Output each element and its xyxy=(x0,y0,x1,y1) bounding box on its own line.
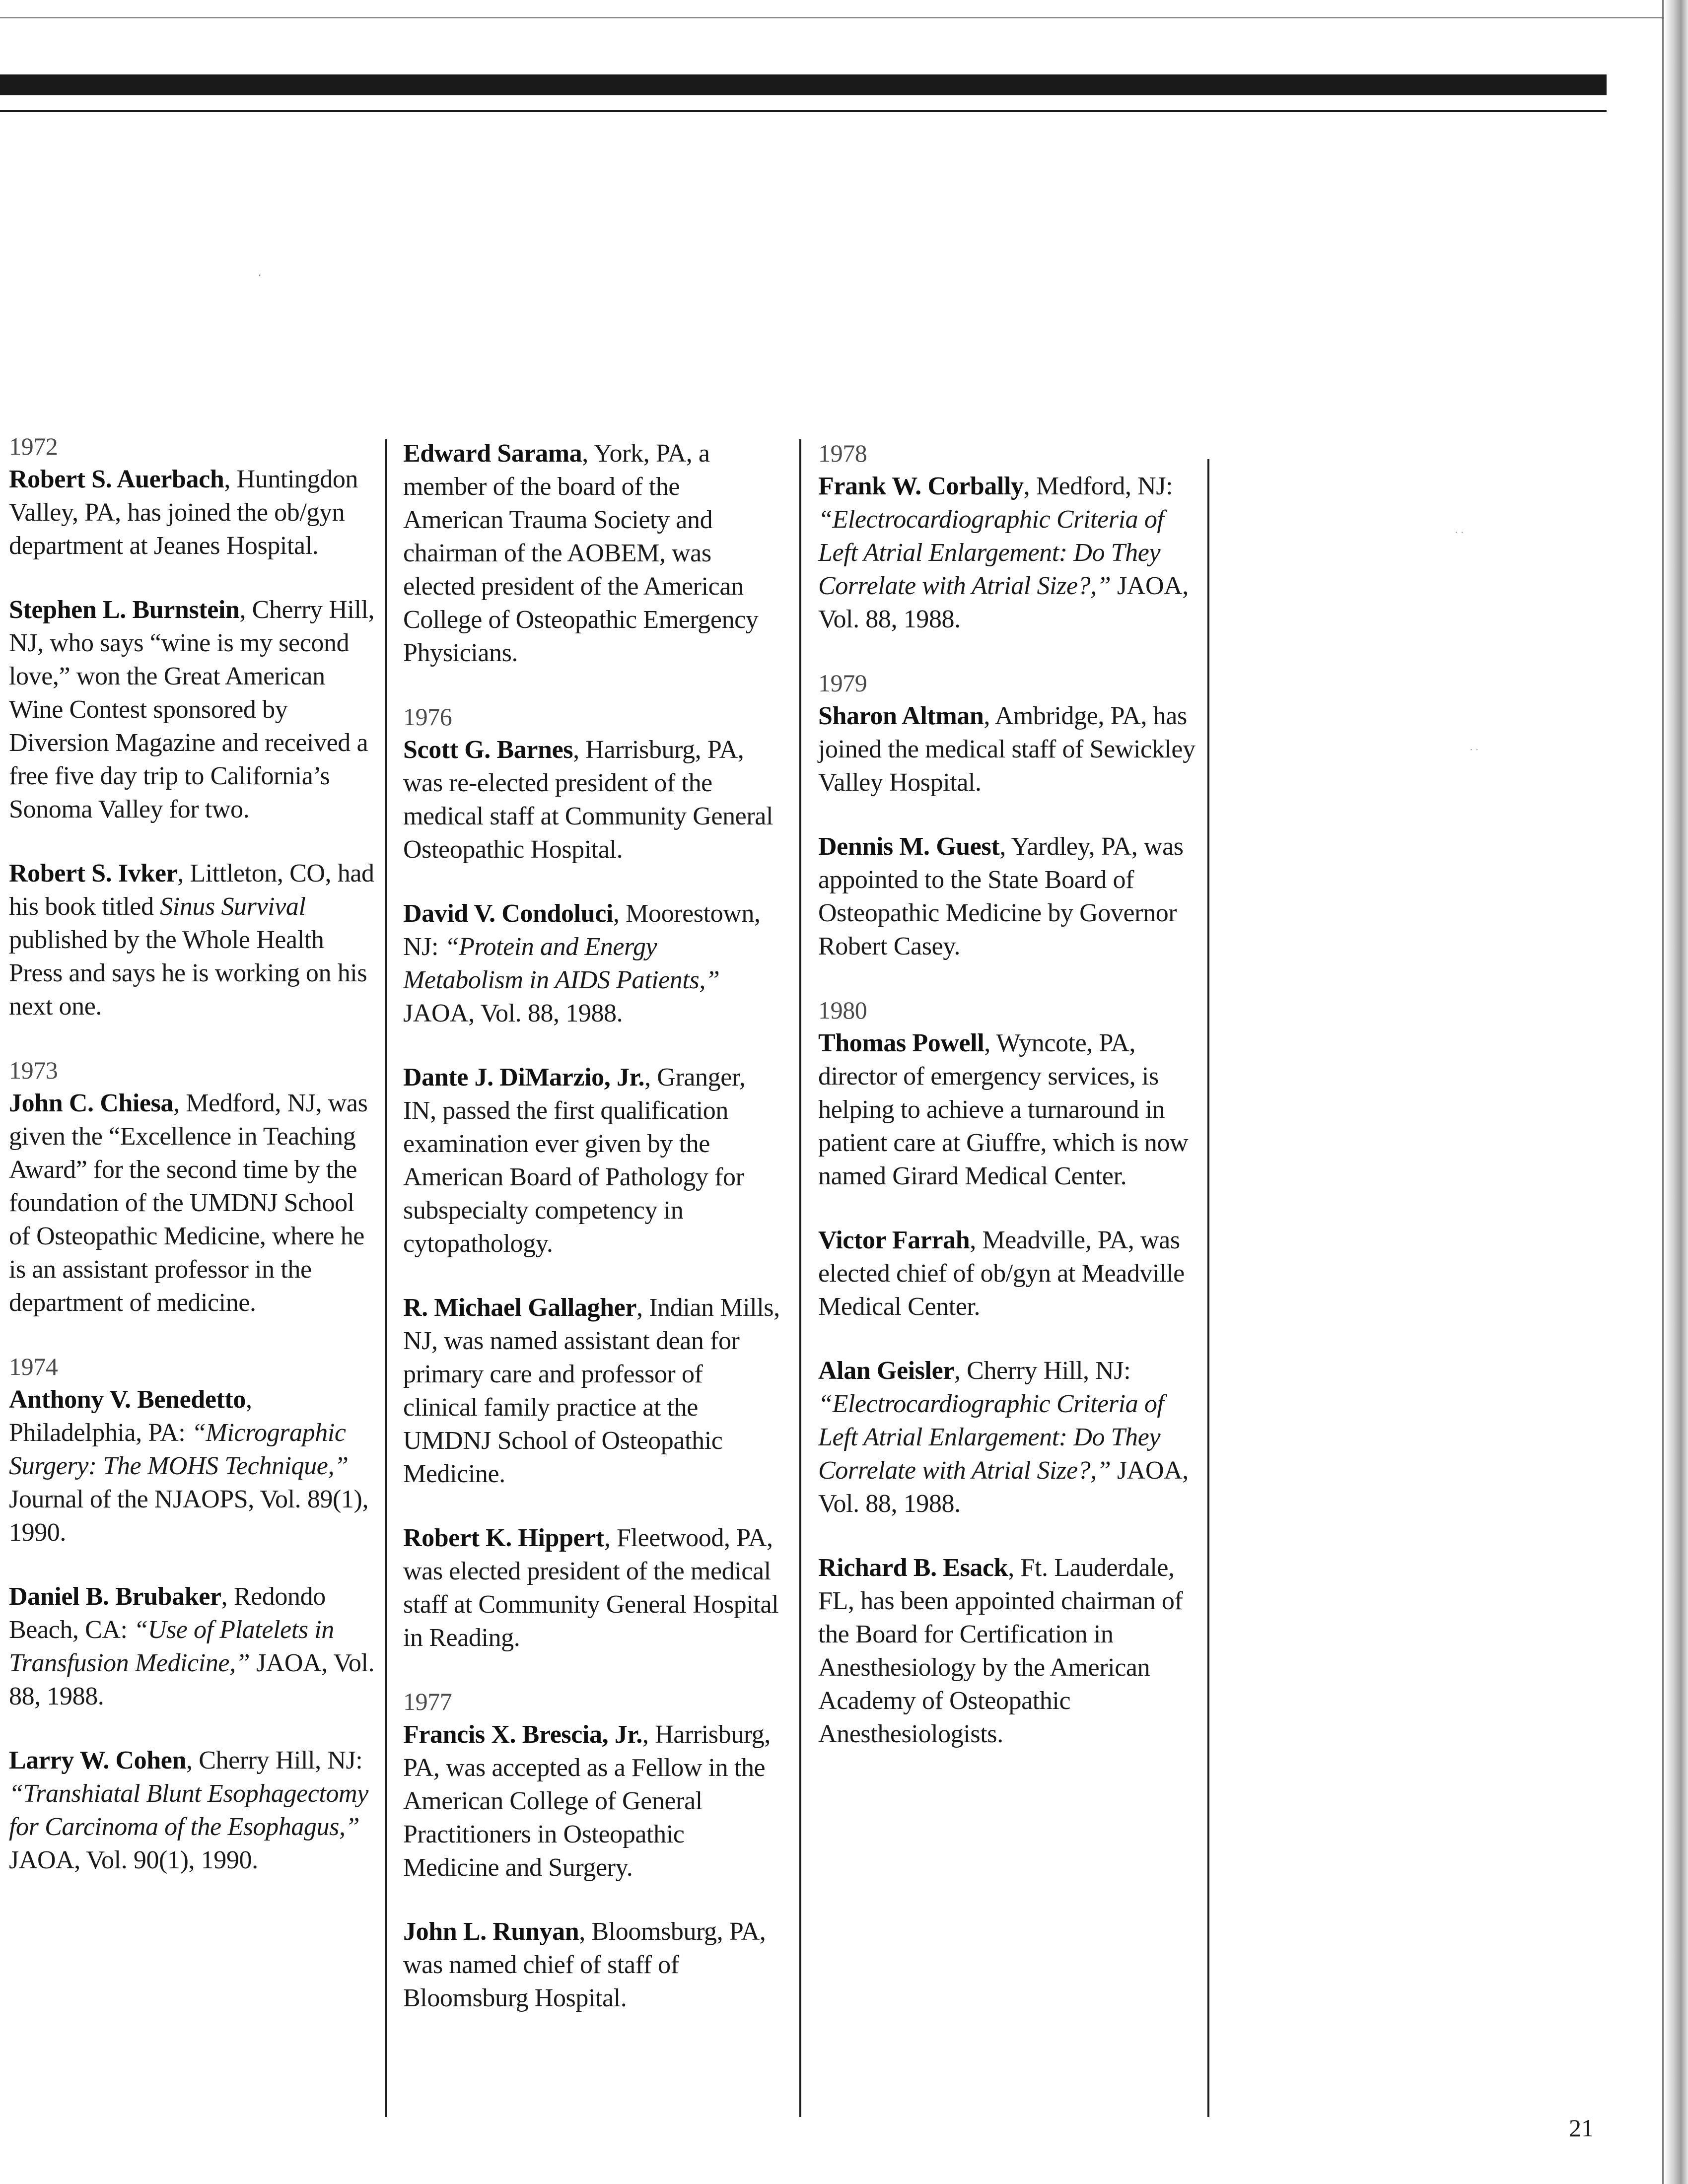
year-section xyxy=(9,1054,376,1319)
entry-punct: , xyxy=(604,1524,611,1552)
entry-text: Huntingdon Valley, PA, has joined the ob/gyn department at Jeanes Hospital. xyxy=(9,465,358,560)
year-section xyxy=(818,667,1196,963)
entry-title: Sinus Survival xyxy=(160,892,306,921)
speck-2: · · xyxy=(1455,527,1464,538)
header-rule-thin xyxy=(0,110,1607,112)
entry-text: Philadelphia, PA: xyxy=(9,1419,192,1447)
alumni-name: Alan Geisler xyxy=(818,1357,954,1385)
speck-1: ‘ xyxy=(258,272,262,283)
alumni-entry xyxy=(403,1718,780,1884)
year-heading: 1974 xyxy=(9,1353,58,1380)
entry-punct: , xyxy=(1023,472,1030,500)
alumni-entry xyxy=(9,857,376,1023)
entry-text: Moorestown, NJ: xyxy=(403,899,761,961)
alumni-entry xyxy=(9,1383,376,1549)
alumni-entry xyxy=(818,1224,1196,1323)
top-edge-line xyxy=(0,17,1668,18)
entry-citation: published by the Whole Health Press and says he is working on his next one. xyxy=(9,926,367,1021)
entry-citation: JAOA, Vol. 90(1), 1990. xyxy=(9,1846,258,1874)
entry-text: Ambridge, PA, has joined the medical staff of Sewickley Valley Hospital. xyxy=(818,702,1196,797)
entry-punct: , xyxy=(642,1720,649,1749)
alumni-name: John L. Runyan xyxy=(403,1917,579,1946)
page-number: 21 xyxy=(1569,2114,1594,2142)
entry-text: Wyncote, PA, director of emergency services, is helping to achieve a turnaround in patient care at Giuffre, which is now named Girard Medical Center. xyxy=(818,1029,1189,1190)
entry-text: Indian Mills, NJ, was named assistant dean for primary care and professor of clinical family practice at the UMDNJ School of Osteopathic Medicine. xyxy=(403,1294,780,1488)
alumni-name: Robert K. Hippert xyxy=(403,1524,604,1552)
entry-citation: JAOA, Vol. 88, 1988. xyxy=(403,999,623,1027)
entry-text: Medford, NJ: xyxy=(1030,472,1173,500)
alumni-name: Anthony V. Benedetto xyxy=(9,1385,246,1414)
entry-text: Yardley, PA, was appointed to the State Board of Osteopathic Medicine by Governor Robert Casey. xyxy=(818,832,1184,960)
alumni-name: Robert S. Ivker xyxy=(9,859,178,887)
speck-3: · · xyxy=(1470,745,1479,755)
alumni-name: Francis X. Brescia, Jr. xyxy=(403,1720,642,1749)
entry-text: Bloomsburg, PA, was named chief of staff of Bloomsburg Hospital. xyxy=(403,1917,766,2012)
alumni-name: Dante J. DiMarzio, Jr. xyxy=(403,1063,645,1092)
entry-punct: , xyxy=(999,832,1006,861)
entry-punct: , xyxy=(636,1294,643,1322)
entry-punct: , xyxy=(245,1385,252,1414)
alumni-entry xyxy=(403,897,780,1030)
alumni-name: John C. Chiesa xyxy=(9,1089,174,1117)
entry-text: Cherry Hill, NJ, who says “wine is my second love,” won the Great American Wine Contest sponsored by Diversion Magazine and received a free five day trip to California’s Sonoma Valley for two. xyxy=(9,596,375,823)
year-heading: 1980 xyxy=(818,996,867,1024)
header-rule-thick xyxy=(0,74,1607,95)
entry-punct: , xyxy=(984,702,990,730)
entry-punct: , xyxy=(177,859,184,887)
alumni-entry xyxy=(818,1354,1196,1520)
column-2 xyxy=(403,437,780,2046)
alumni-name: Daniel B. Brubaker xyxy=(9,1582,221,1611)
year-heading: 1972 xyxy=(9,432,58,460)
alumni-entry xyxy=(818,699,1196,799)
alumni-name: Richard B. Esack xyxy=(818,1554,1008,1582)
year-heading: 1979 xyxy=(818,669,867,697)
alumni-entry xyxy=(403,437,780,670)
alumni-name: Larry W. Cohen xyxy=(9,1746,187,1774)
alumni-entry xyxy=(403,1061,780,1260)
alumni-name: Dennis M. Guest xyxy=(818,832,1000,861)
year-heading: 1973 xyxy=(9,1056,58,1084)
entry-text: Cherry Hill, NJ: xyxy=(192,1746,363,1774)
year-section xyxy=(9,1350,376,1877)
alumni-name: Victor Farrah xyxy=(818,1226,970,1254)
entry-title: “Use of Platelets in Transfusion Medicine,” xyxy=(9,1616,334,1677)
year-section xyxy=(818,437,1196,636)
entry-punct: , xyxy=(970,1226,976,1254)
entry-punct: , xyxy=(573,736,579,764)
alumni-name: R. Michael Gallagher xyxy=(403,1294,637,1322)
alumni-entry xyxy=(403,733,780,866)
entry-title: “Electrocardiographic Criteria of Left Atrial Enlargement: Do They Correlate with Atrial Size?,” xyxy=(818,1390,1164,1485)
entry-punct: , xyxy=(579,1917,585,1946)
alumni-entry xyxy=(9,593,376,826)
alumni-name: Sharon Altman xyxy=(818,702,984,730)
entry-text: Ft. Lauderdale, FL, has been appointed chairman of the Board for Certification in Anesthesiology by the American Academy of Osteopathic Anesthesiologists. xyxy=(818,1554,1183,1748)
entry-citation: JAOA, Vol. 88, 1988. xyxy=(818,1456,1189,1518)
alumni-entry xyxy=(9,1087,376,1319)
entry-text: Granger, IN, passed the first qualification examination ever given by the American Board of Pathology for subspecialty competency in cytopathology. xyxy=(403,1063,746,1258)
year-section xyxy=(403,437,780,670)
alumni-entry xyxy=(9,1744,376,1877)
entry-title: “Protein and Energy Metabolism in AIDS Patients,” xyxy=(403,933,720,994)
column-rule-left xyxy=(385,439,387,2117)
entry-text: Littleton, CO, had his book titled xyxy=(9,859,374,921)
entry-punct: , xyxy=(582,439,588,468)
page-edge-shadow xyxy=(1664,0,1688,2184)
year-section xyxy=(403,1685,780,2015)
column-1 xyxy=(9,430,376,1908)
entry-punct: , xyxy=(1008,1554,1014,1582)
alumni-entry xyxy=(818,1551,1196,1751)
alumni-entry xyxy=(9,463,376,562)
alumni-name: Robert S. Auerbach xyxy=(9,465,224,493)
entry-text: Fleetwood, PA, was elected president of the medical staff at Community General Hospital in Reading. xyxy=(403,1524,779,1652)
entry-text: Redondo Beach, CA: xyxy=(9,1582,326,1644)
entry-citation: JAOA, Vol. 88, 1988. xyxy=(9,1649,375,1710)
entry-text: Cherry Hill, NJ: xyxy=(960,1357,1131,1385)
year-heading: 1976 xyxy=(403,703,452,731)
alumni-entry xyxy=(403,1915,780,2015)
year-section xyxy=(818,994,1196,1751)
entry-punct: , xyxy=(186,1746,193,1774)
alumni-entry xyxy=(9,1580,376,1713)
entry-punct: , xyxy=(224,465,230,493)
alumni-name: Frank W. Corbally xyxy=(818,472,1024,500)
entry-title: “Electrocardiographic Criteria of Left Atrial Enlargement: Do They Correlate with Atrial Size?,” xyxy=(818,505,1164,600)
alumni-entry xyxy=(403,1291,780,1491)
year-section xyxy=(403,700,780,1654)
column-rule-middle xyxy=(799,439,801,2117)
alumni-name: Thomas Powell xyxy=(818,1029,985,1057)
entry-title: “Micrographic Surgery: The MOHS Technique,” xyxy=(9,1419,349,1480)
entry-text: Medford, NJ, was given the “Excellence in Teaching Award” for the second time by the foundation of the UMDNJ School of Osteopathic Medicine, where he is an assistant professor in the department of medicine. xyxy=(9,1089,368,1317)
alumni-name: Stephen L. Burnstein xyxy=(9,596,240,624)
column-rule-right xyxy=(1207,459,1209,2117)
year-heading: 1978 xyxy=(818,439,867,467)
alumni-name: Scott G. Barnes xyxy=(403,736,573,764)
entry-text: Harrisburg, PA, was re-elected president of the medical staff at Community General Osteopathic Hospital. xyxy=(403,736,773,864)
entry-text: York, PA, a member of the board of the American Trauma Society and chairman of the AOBEM, was elected president of the American College of Osteopathic Emergency Physicians. xyxy=(403,439,759,667)
alumni-name: Edward Sarama xyxy=(403,439,582,468)
entry-title: “Transhiatal Blunt Esophagectomy for Carcinoma of the Esophagus,” xyxy=(9,1779,368,1841)
entry-citation: JAOA, Vol. 88, 1988. xyxy=(818,572,1189,633)
alumni-entry xyxy=(818,1026,1196,1193)
entry-punct: , xyxy=(954,1357,961,1385)
entry-citation: Journal of the NJAOPS, Vol. 89(1), 1990. xyxy=(9,1485,369,1547)
year-section xyxy=(9,430,376,1023)
alumni-entry xyxy=(818,830,1196,963)
entry-punct: , xyxy=(239,596,246,624)
year-heading: 1977 xyxy=(403,1688,452,1715)
page-edge-line xyxy=(1662,0,1664,2184)
entry-punct: , xyxy=(613,899,620,928)
entry-text: Meadville, PA, was elected chief of ob/gyn at Meadville Medical Center. xyxy=(818,1226,1185,1321)
entry-punct: , xyxy=(984,1029,990,1057)
entry-punct: , xyxy=(221,1582,228,1611)
alumni-name: David V. Condoluci xyxy=(403,899,613,928)
entry-text: Harrisburg, PA, was accepted as a Fellow in the American College of General Practitioners in Osteopathic Medicine and Surgery. xyxy=(403,1720,771,1882)
entry-punct: , xyxy=(173,1089,180,1117)
column-3 xyxy=(818,437,1196,1781)
alumni-entry xyxy=(818,470,1196,636)
alumni-entry xyxy=(403,1521,780,1654)
entry-punct: , xyxy=(644,1063,651,1092)
